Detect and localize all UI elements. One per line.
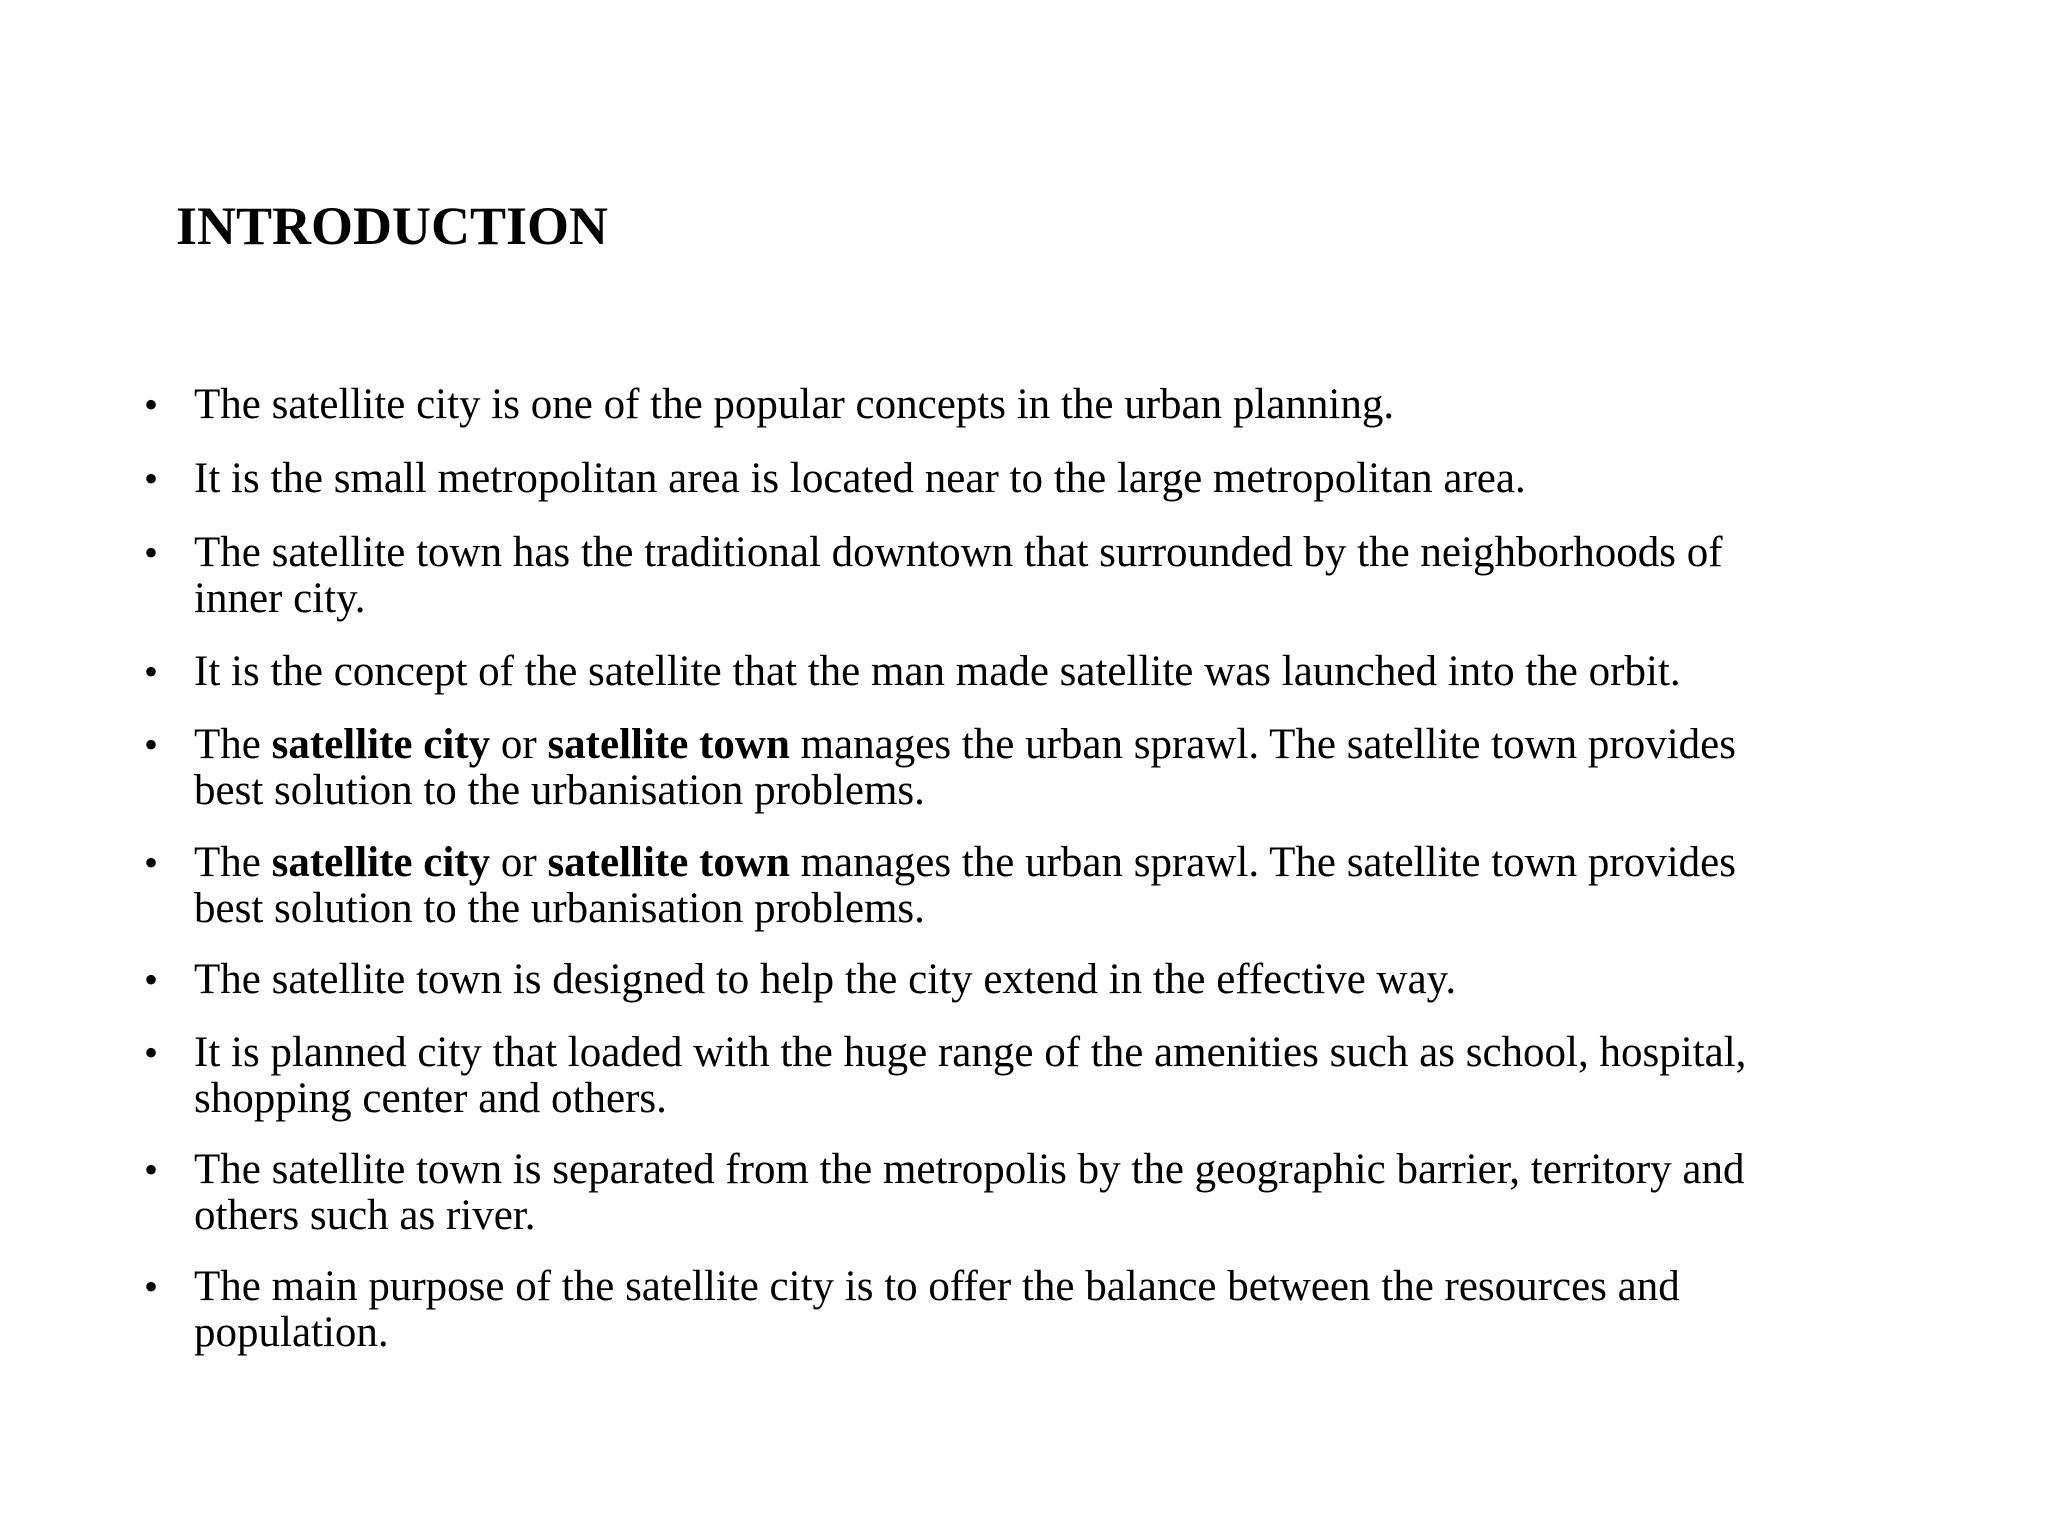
bullet-text (194, 649, 1894, 695)
bullet-text (194, 1147, 1894, 1239)
bullet-icon: • (144, 722, 159, 767)
bullet-line: The satellite town is designed to help the city extend in the effective way. (194, 956, 1457, 1003)
bullet-icon: • (144, 840, 159, 885)
bullet-text (194, 1264, 1894, 1356)
bullet-line (194, 722, 1894, 768)
text-run: or (490, 721, 548, 768)
bullet-line: inner city. (194, 575, 366, 622)
bullet-icon: • (144, 530, 159, 575)
text-run: The (194, 839, 272, 886)
bullet-line: shopping center and others. (194, 1075, 667, 1122)
bullet-icon: • (144, 382, 159, 427)
bullet-line: best solution to the urbanisation problems. (194, 767, 925, 814)
bullet-line: best solution to the urbanisation problems. (194, 885, 925, 932)
text-run: manages the urban sprawl. The satellite town provides (789, 839, 1737, 886)
bullet-line: The satellite town has the traditional downtown that surrounded by the neighborhoods of (194, 529, 1723, 576)
bullet-text (194, 530, 1894, 622)
bullet-icon: • (144, 456, 159, 501)
bullet-line: The satellite town is separated from the metropolis by the geographic barrier, territory and (194, 1146, 1745, 1193)
text-run: manages the urban sprawl. The satellite town provides (789, 721, 1737, 768)
bullet-line (194, 840, 1894, 886)
text-run: or (490, 839, 548, 886)
bullet-line: It is the small metropolitan area is located near to the large metropolitan area. (194, 455, 1526, 502)
bullet-icon: • (144, 1264, 159, 1309)
bullet-text (194, 840, 1894, 932)
bullet-icon: • (144, 649, 159, 694)
bullet-icon: • (144, 957, 159, 1002)
bold-term: satellite city (271, 839, 491, 886)
bold-term: satellite city (271, 721, 491, 768)
slide-title: INTRODUCTION (176, 196, 609, 256)
bullet-line: It is planned city that loaded with the huge range of the amenities such as school, hospital, (194, 1029, 1747, 1076)
bullet-text (194, 957, 1894, 1003)
bullet-line: others such as river. (194, 1192, 536, 1239)
bullet-line: The main purpose of the satellite city is to offer the balance between the resources and (194, 1263, 1680, 1310)
bullet-icon: • (144, 1030, 159, 1075)
bullet-icon: • (144, 1147, 159, 1192)
text-run: The (194, 721, 272, 768)
bullet-line: The satellite city is one of the popular concepts in the urban planning. (194, 381, 1395, 428)
bullet-text (194, 456, 1894, 502)
bold-term: satellite town (547, 839, 790, 886)
bullet-text (194, 382, 1894, 428)
bullet-line: It is the concept of the satellite that the man made satellite was launched into the orbit. (194, 648, 1681, 695)
bullet-line: population. (194, 1309, 389, 1356)
bullet-text (194, 722, 1894, 814)
bullet-text (194, 1030, 1894, 1122)
bold-term: satellite town (547, 721, 790, 768)
